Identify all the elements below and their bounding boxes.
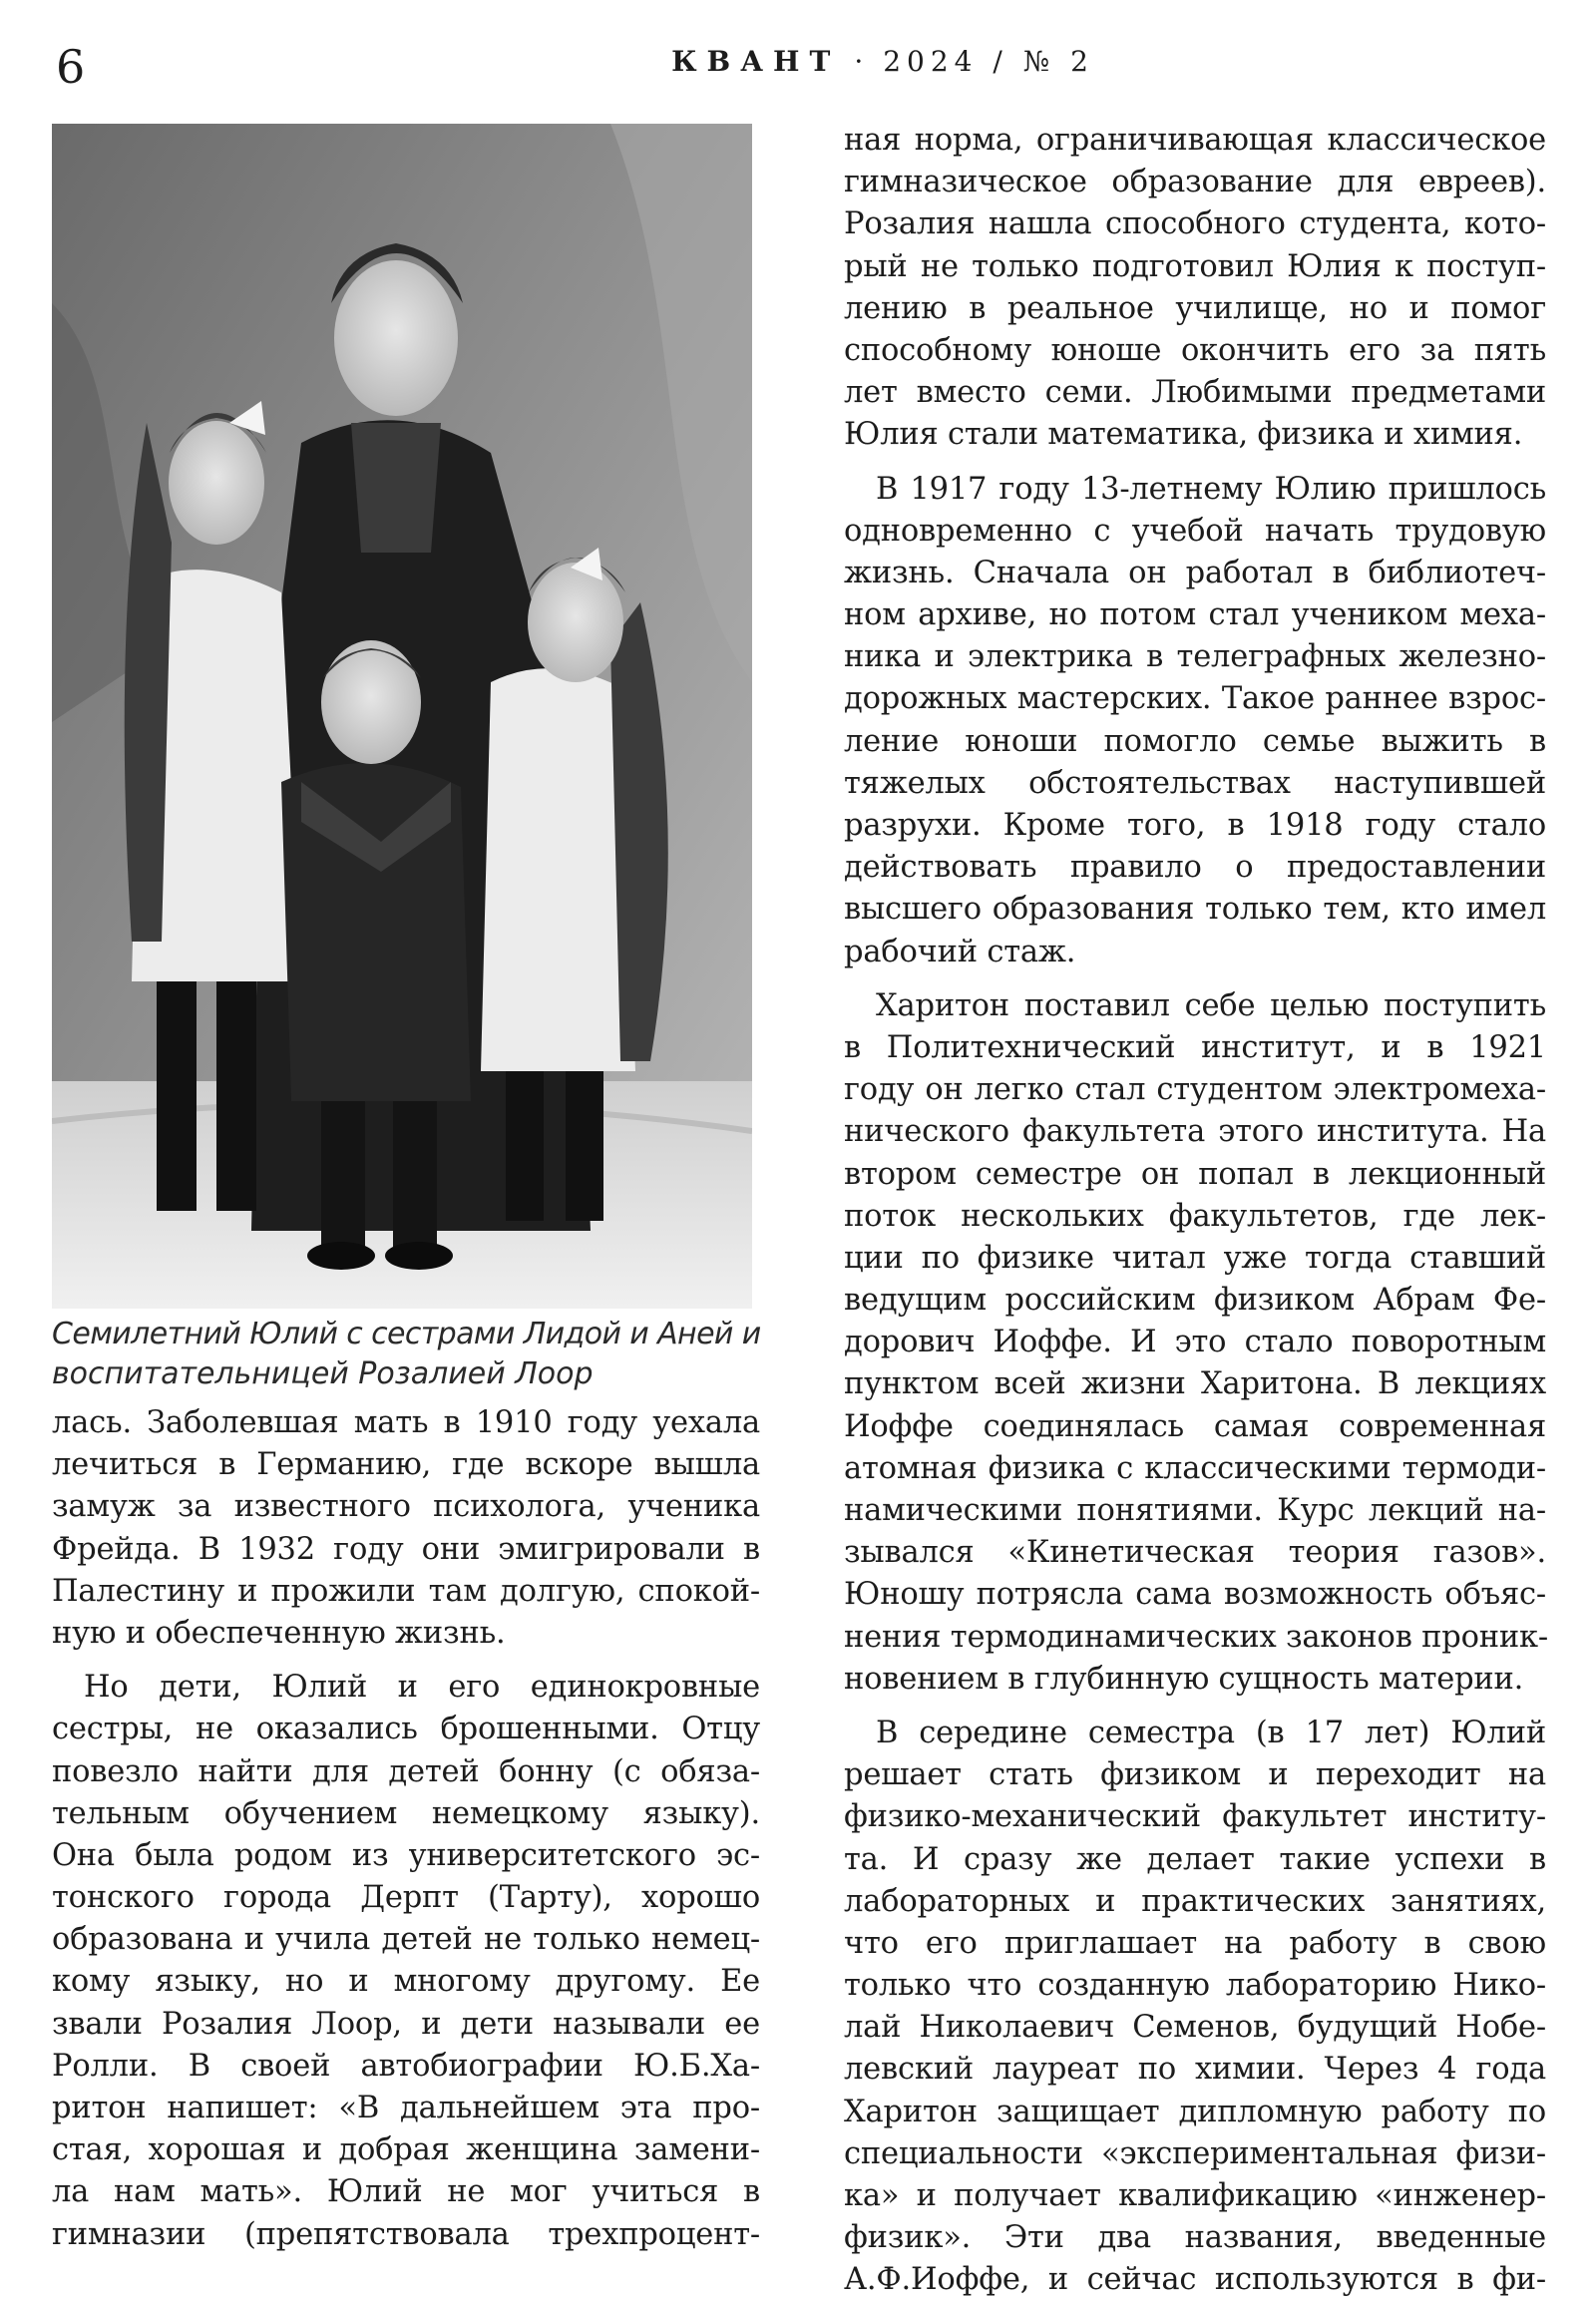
- text-line: ника и электрика в телеграфных железно-: [844, 639, 1546, 675]
- text-line: левский лауреат по химии. Через 4 года: [844, 2052, 1546, 2088]
- paragraph: [52, 1667, 760, 2256]
- text-line: Юношу потрясла сама возможность объяс-: [844, 1577, 1546, 1613]
- text-line: атомная физика с классическими термоди-: [844, 1450, 1546, 1486]
- text-line: лай Николаевич Семенов, будущий Нобе-: [844, 2010, 1546, 2046]
- text-line: лению в реальное училище, но и помог: [844, 290, 1546, 326]
- text-line: Она была родом из университетского эс-: [52, 1837, 760, 1873]
- text-line: ции по физике читал уже тогда ставший: [844, 1240, 1546, 1276]
- text-line: нения термодинамических законов проник-: [844, 1619, 1549, 1655]
- text-line: Харитон защищает дипломную работу по: [844, 2094, 1546, 2129]
- text-line: лет вместо семи. Любимыми предметами: [844, 375, 1546, 411]
- text-line: тельным обучением немецкому языку).: [52, 1795, 760, 1831]
- text-line: способному юноше окончить его за пять: [844, 332, 1546, 368]
- page-number: 6: [56, 40, 86, 94]
- text-line: ная норма, ограничивающая классическое: [844, 123, 1546, 158]
- text-line: гимназии (препятствовала трехпроцент-: [52, 2216, 760, 2252]
- text-line: решает стать физиком и переходит на: [844, 1757, 1546, 1793]
- header-separator: ·: [854, 45, 870, 78]
- historical-photo: [52, 124, 752, 1309]
- text-line: ную и обеспеченную жизнь.: [52, 1615, 506, 1651]
- paragraph: [844, 469, 1546, 973]
- running-head: [0, 45, 1596, 78]
- family-photo-illustration: [52, 124, 752, 1309]
- text-line: намическими понятиями. Курс лекций на-: [844, 1493, 1546, 1528]
- text-line: Юлия стали математика, физика и химия.: [844, 417, 1523, 453]
- text-line: ла нам мать». Юлий не мог учиться в: [52, 2174, 760, 2210]
- text-line: Фрейда. В 1932 году они эмигрировали в: [52, 1531, 760, 1567]
- text-line: высшего образования только тем, кто имел: [844, 892, 1546, 928]
- text-line: действовать правило о предоставлении: [844, 850, 1546, 886]
- text-line: В 1917 году 13-летнему Юлию пришлось: [876, 471, 1546, 507]
- text-line: А.Ф.Иоффе, и сейчас используются в фи-: [844, 2262, 1546, 2298]
- text-line: ном архиве, но потом стал учеником меха-: [844, 597, 1546, 633]
- text-line: специальности «экспериментальная физи-: [844, 2135, 1546, 2171]
- text-line: Но дети, Юлий и его единокровные: [84, 1670, 760, 1706]
- text-line: ление юноши помогло семье выжить в: [844, 723, 1546, 759]
- paragraph: [844, 120, 1546, 457]
- text-line: лабораторных и практических занятиях,: [844, 1883, 1546, 1919]
- text-line: году он легко стал студентом электромеха-: [844, 1072, 1546, 1108]
- text-line: Ролли. В своей автобиографии Ю.Б.Ха-: [52, 2048, 760, 2084]
- text-line: физик». Эти два названия, введенные: [844, 2220, 1546, 2256]
- text-line: образована и учила детей не только немец-: [52, 1922, 760, 1958]
- text-line: физико-механический факультет институ-: [844, 1799, 1546, 1835]
- text-line: рый не только подготовил Юлия к поступ-: [844, 248, 1546, 284]
- text-line: зывался «Кинетическая теория газов».: [844, 1535, 1546, 1571]
- right-column: [844, 120, 1549, 2302]
- magazine-title: КВАНТ: [671, 45, 841, 78]
- text-line: пунктом всей жизни Харитона. В лекциях: [844, 1366, 1546, 1402]
- text-line: что его приглашает на работу в свою: [844, 1925, 1546, 1961]
- text-line: повезло найти для детей бонну (с обяза-: [52, 1753, 760, 1789]
- text-line: Палестину и прожили там долгую, спокой-: [52, 1573, 760, 1609]
- text-line: рабочий стаж.: [844, 934, 1076, 969]
- text-line: дорожных мастерских. Такое раннее взрос-: [844, 681, 1546, 717]
- text-line: разрухи. Кроме того, в 1918 году стало: [844, 808, 1546, 843]
- text-line: тонского города Дерпт (Тарту), хорошо: [52, 1880, 760, 1916]
- text-line: кому языку, но и многому другому. Ее: [52, 1964, 760, 2000]
- paragraph: [52, 1402, 760, 1655]
- text-line: ка» и получает квалификацию «инженер-: [844, 2178, 1546, 2213]
- paragraph: [844, 1713, 1546, 2302]
- text-line: жизнь. Сначала он работал в библиотеч-: [844, 555, 1546, 590]
- text-line: нического факультета этого института. На: [844, 1114, 1546, 1150]
- text-line: только что созданную лабораторию Нико-: [844, 1968, 1546, 2004]
- paragraph: [844, 985, 1549, 1701]
- text-line: стая, хорошая и добрая женщина замени-: [52, 2132, 760, 2168]
- photo-caption: [52, 1315, 761, 1394]
- text-line: Розалия нашла способного студента, кото-: [844, 206, 1546, 242]
- text-line: Харитон поставил себе целью поступить: [876, 987, 1546, 1023]
- text-line: новением в глубинную сущность материи.: [844, 1661, 1524, 1697]
- text-line: лечиться в Германию, где вскоре вышла: [52, 1447, 760, 1483]
- issue-number: 2024 / № 2: [883, 45, 1094, 78]
- caption-line: воспитательницей Розалией Лоор: [52, 1356, 594, 1391]
- text-line: Иоффе соединялась самая современная: [844, 1408, 1546, 1444]
- text-line: ведущим российским физиком Абрам Фе-: [844, 1283, 1546, 1319]
- text-line: одновременно с учебой начать трудовую: [844, 513, 1546, 549]
- text-line: сестры, не оказались брошенными. Отцу: [52, 1712, 760, 1747]
- text-line: дорович Иоффе. И это стало поворотным: [844, 1325, 1546, 1360]
- text-line: В середине семестра (в 17 лет) Юлий: [876, 1715, 1546, 1750]
- text-line: замуж за известного психолога, ученика: [52, 1489, 760, 1525]
- caption-line: Семилетний Юлий с сестрами Лидой и Аней и: [52, 1317, 761, 1351]
- text-line: в Политехнический институт, и в 1921: [844, 1029, 1546, 1065]
- text-line: гимназическое образование для евреев).: [844, 165, 1546, 200]
- left-column: [52, 1402, 760, 2256]
- text-line: тяжелых обстоятельствах наступившей: [844, 765, 1546, 801]
- text-line: поток нескольких факультетов, где лек-: [844, 1198, 1546, 1234]
- text-line: втором семестре он попал в лекционный: [844, 1156, 1546, 1192]
- text-line: та. И сразу же делает такие успехи в: [844, 1841, 1546, 1877]
- text-line: звали Розалия Лоор, и дети называли ее: [52, 2006, 760, 2042]
- text-line: лась. Заболевшая мать в 1910 году уехала: [52, 1405, 760, 1440]
- text-line: ритон напишет: «В дальнейшем эта про-: [52, 2091, 760, 2125]
